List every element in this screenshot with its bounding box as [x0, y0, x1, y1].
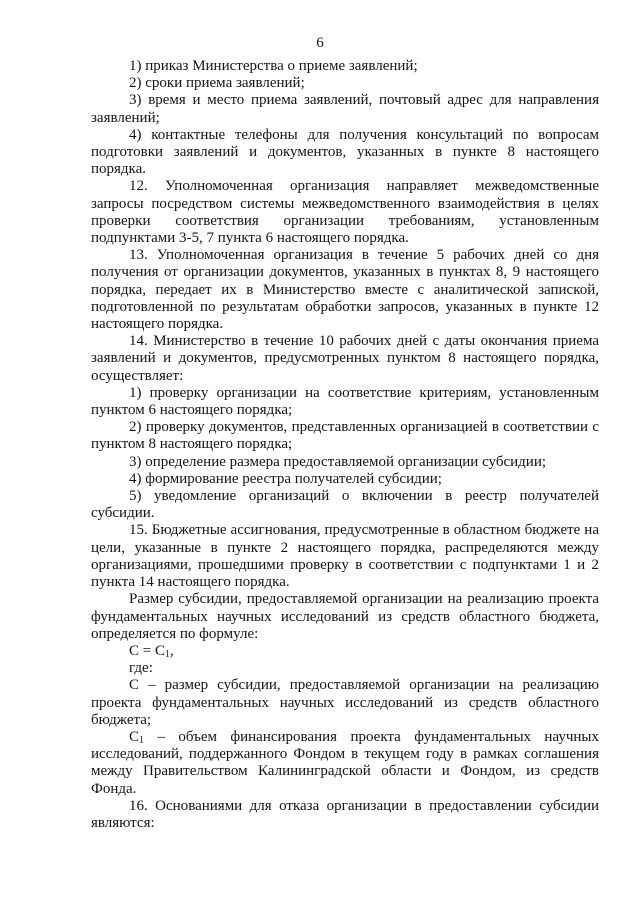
list-item: 2) проверку документов, представленных организацией в соответствии с пунктом 8 настоящего порядка; — [91, 419, 599, 453]
paragraph: 15. Бюджетные ассигнования, предусмотренные в областном бюджете на цели, указанные в пункте 2 настоящего порядка, распределяются между организациями, прошедшими проверку в соответствии с подпунктами 1 и 2 пункта 14 настоящего порядка. — [91, 522, 599, 591]
formula-subscript: 1 — [164, 648, 170, 660]
paragraph: 14. Министерство в течение 10 рабочих дней с даты окончания приема заявлений и документов, предусмотренных пунктом 8 настоящего порядка, осуществляет: — [91, 333, 599, 384]
formula — [91, 643, 599, 660]
list-item: 4) контактные телефоны для получения консультаций по вопросам подготовки заявлений и документов, указанных в пункте 8 настоящего порядка. — [91, 126, 599, 178]
definition-symbol: С — [129, 677, 140, 694]
formula-lhs: С = — [129, 642, 155, 659]
list-item: 2) сроки приема заявлений; — [129, 75, 305, 92]
list-item: 3) время и место приема заявлений, почтовый адрес для направления заявлений; — [91, 92, 599, 126]
paragraph: 16. Основаниями для отказа организации в предоставлении субсидии являются: — [91, 797, 599, 831]
page-number: 6 — [316, 35, 324, 51]
formula-symbol: С — [154, 642, 165, 659]
definition-text: – объем финансирования проекта фундаментальных научных исследований, поддержанного Фондом в текущем году в рамках соглашения между Правительством Калининградской области и Фондом, из средств Фонда. — [91, 728, 599, 797]
definition-text: – размер субсидии, предоставляемой организации на реализацию проекта фундаментальных научных исследований из средств областного бюджета; — [91, 677, 599, 728]
paragraph: 13. Уполномоченная организация в течение 5 рабочих дней со дня получения от организации документов, указанных в пунктах 8, 9 настоящего порядка, передает их в Министерство вместе с аналитической запиской, подготовленной по результатам обработки запросов, указанных в пункте 12 настоящего порядка. — [91, 247, 599, 333]
formula-where: где: — [129, 660, 153, 677]
list-item: 4) формирование реестра получателей субсидии; — [129, 470, 442, 487]
definition-symbol: С — [129, 728, 140, 745]
definition-subscript: 1 — [139, 734, 145, 746]
formula-tail: , — [169, 642, 174, 659]
document-body — [91, 58, 599, 832]
list-item: 1) приказ Министерства о приеме заявлений; — [129, 58, 418, 74]
paragraph: 12. Уполномоченная организация направляет межведомственные запросы посредством системы межведомственного взаимодействия в целях проверки соответствия организации требованиям, установленным подпунктами 3-5, 7 пункта 6 настоящего порядка. — [91, 178, 599, 247]
paragraph: Размер субсидии, предоставляемой организации на реализацию проекта фундаментальных научных исследований из средств областного бюджета, определяется по формуле: — [91, 591, 599, 642]
list-item: 1) проверку организации на соответствие критериям, установленным пунктом 6 настоящего порядка; — [91, 384, 599, 419]
definition — [91, 677, 599, 729]
list-item: 3) определение размера предоставляемой организации субсидии; — [129, 453, 547, 470]
definition — [91, 729, 599, 798]
list-item: 5) уведомление организаций о включении в реестр получателей субсидии. — [91, 488, 599, 522]
